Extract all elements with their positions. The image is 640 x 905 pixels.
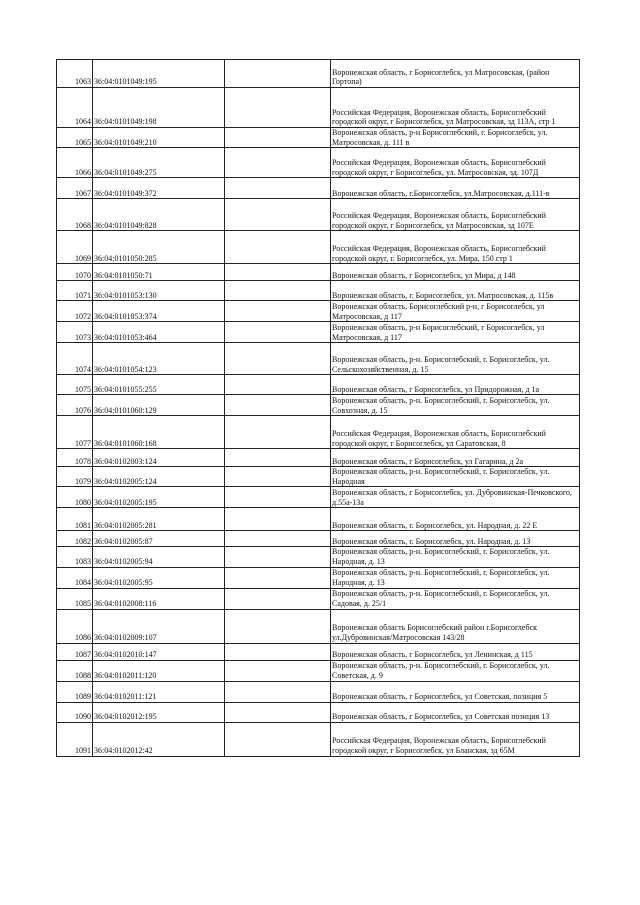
cadastral-number-cell: 36:04:0102011:120: [93, 660, 225, 681]
empty-cell: [225, 231, 331, 264]
cadastral-number-cell: 36:04:0102008:116: [93, 588, 225, 609]
row-number-cell: 1081: [57, 508, 93, 531]
row-number-cell: 1079: [57, 467, 93, 487]
empty-cell: [225, 487, 331, 508]
address-cell: Воронежская область, г Борисоглебск, ул Советская, позиция 5: [331, 681, 580, 702]
empty-cell: [225, 343, 331, 375]
row-number-cell: 1078: [57, 449, 93, 467]
address-cell: Воронежская область, р-н. Борисоглебский, г. Борисоглебск, ул. Садовая, д. 25/1: [331, 588, 580, 609]
address-cell: Российская Федерация, Воронежская область, Борисоглебский городской округ, г Борисоглебск, ул Матросовская, зд 107Е: [331, 199, 580, 231]
empty-cell: [225, 609, 331, 643]
cadastral-number-cell: 36:04:0101060:129: [93, 395, 225, 416]
cadastral-number-cell: 36:04:0102003:124: [93, 449, 225, 467]
table-row: [57, 375, 580, 395]
address-cell: Воронежская область, г Борисоглебск, ул. Дубровинская-Печковского, д.55а-13а: [331, 487, 580, 508]
empty-cell: [225, 264, 331, 281]
table-row: [57, 508, 580, 531]
empty-cell: [225, 301, 331, 322]
table-row: [57, 487, 580, 508]
address-cell: Воронежская область Борисоглебский район г.Борисоглебск ул.Дубровинская/Матросовская 143/28: [331, 609, 580, 643]
cadastral-number-cell: 36:04:0101049:195: [93, 60, 225, 88]
cadastral-number-cell: 36:04:0101049:275: [93, 148, 225, 178]
register-table-body: [57, 60, 580, 757]
empty-cell: [225, 531, 331, 547]
address-cell: Воронежская область, р-н. Борисоглебский, г. Борисоглебск, ул. Народная, д. 13: [331, 567, 580, 588]
cadastral-number-cell: 36:04:0102005:124: [93, 467, 225, 487]
table-row: [57, 395, 580, 416]
table-row: [57, 231, 580, 264]
row-number-cell: 1077: [57, 416, 93, 449]
table-row: [57, 88, 580, 128]
cadastral-number-cell: 36:04:0101049:210: [93, 128, 225, 148]
cadastral-number-cell: 36:04:0101053:464: [93, 322, 225, 343]
row-number-cell: 1069: [57, 231, 93, 264]
empty-cell: [225, 128, 331, 148]
address-cell: Воронежская область, Борисоглебский р-н, г Борисоглебск, ул Матросовская, д 117: [331, 301, 580, 322]
table-row: [57, 681, 580, 702]
table-row: [57, 567, 580, 588]
cadastral-number-cell: 36:04:0102009:107: [93, 609, 225, 643]
empty-cell: [225, 660, 331, 681]
row-number-cell: 1074: [57, 343, 93, 375]
table-row: [57, 547, 580, 567]
address-cell: Воронежская область, г Борисоглебск, ул Матросовская, (район Гортопа): [331, 60, 580, 88]
cadastral-number-cell: 36:04:0101053:374: [93, 301, 225, 322]
row-number-cell: 1076: [57, 395, 93, 416]
row-number-cell: 1090: [57, 702, 93, 722]
cadastral-number-cell: 36:04:0101055:255: [93, 375, 225, 395]
empty-cell: [225, 722, 331, 756]
table-row: [57, 343, 580, 375]
row-number-cell: 1085: [57, 588, 93, 609]
cadastral-number-cell: 36:04:0101053:130: [93, 281, 225, 301]
address-cell: Воронежская область, г Борисоглебск, ул Мира, д 148: [331, 264, 580, 281]
address-cell: Воронежская область, г. Борисоглебск, ул. Матросовская, д. 115в: [331, 281, 580, 301]
row-number-cell: 1088: [57, 660, 93, 681]
table-row: [57, 702, 580, 722]
table-row: [57, 588, 580, 609]
row-number-cell: 1086: [57, 609, 93, 643]
table-row: [57, 128, 580, 148]
address-cell: Российская Федерация, Воронежская область, Борисоглебский городской округ, г Борисоглебск, ул Матросовская, зд 113А, стр 1: [331, 88, 580, 128]
row-number-cell: 1087: [57, 643, 93, 660]
row-number-cell: 1071: [57, 281, 93, 301]
empty-cell: [225, 467, 331, 487]
address-cell: Воронежская область, р-н. Борисоглебский, г. Борисоглебск, ул. Сельскохозяйственная, д. 15: [331, 343, 580, 375]
land-register-table: [56, 59, 580, 757]
address-cell: Воронежская область, р-н Борисоглебский, г Борисоглебск, ул Матросовская, д 117: [331, 322, 580, 343]
table-row: [57, 199, 580, 231]
row-number-cell: 1067: [57, 178, 93, 199]
address-cell: Российская Федерация, Воронежская область, Борисоглебский городской округ, г Борисоглебск, ул Бланская, зд 65М: [331, 722, 580, 756]
cadastral-number-cell: 36:04:0102012:195: [93, 702, 225, 722]
address-cell: Российская Федерация, Воронежская область, Борисоглебский городской округ, г. Борисоглебск, ул. Мира, 150 стр 1: [331, 231, 580, 264]
empty-cell: [225, 449, 331, 467]
empty-cell: [225, 395, 331, 416]
empty-cell: [225, 702, 331, 722]
cadastral-number-cell: 36:04:0102005:95: [93, 567, 225, 588]
address-cell: Воронежская область, р-н. Борисоглебский, г. Борисоглебск, ул. Советская, д. 9: [331, 660, 580, 681]
row-number-cell: 1066: [57, 148, 93, 178]
address-cell: Воронежская область, р-н. Борисоглебский, г. Борисоглебск, ул. Народная: [331, 467, 580, 487]
empty-cell: [225, 375, 331, 395]
table-row: [57, 531, 580, 547]
address-cell: Воронежская область, г Борисоглебск, ул Гагарина, д 2а: [331, 449, 580, 467]
address-cell: Воронежская область, г Борисоглебск, ул Советская позиция 13: [331, 702, 580, 722]
table-row: [57, 416, 580, 449]
cadastral-number-cell: 36:04:0101049:372: [93, 178, 225, 199]
empty-cell: [225, 416, 331, 449]
row-number-cell: 1075: [57, 375, 93, 395]
table-row: [57, 722, 580, 756]
empty-cell: [225, 508, 331, 531]
table-row: [57, 148, 580, 178]
empty-cell: [225, 88, 331, 128]
table-row: [57, 301, 580, 322]
address-cell: Воронежская область, г Борисоглебск, ул Придорожная, д 1а: [331, 375, 580, 395]
row-number-cell: 1083: [57, 547, 93, 567]
row-number-cell: 1072: [57, 301, 93, 322]
address-cell: Воронежская область, р-н. Борисоглебский, г. Борисоглебск, ул. Народная, д. 13: [331, 547, 580, 567]
empty-cell: [225, 178, 331, 199]
table-row: [57, 660, 580, 681]
address-cell: Российская Федерация, Воронежская область, Борисоглебский городской округ, г Борисоглебск, ул. Матросовская, зд. 107Д: [331, 148, 580, 178]
table-row: [57, 322, 580, 343]
empty-cell: [225, 681, 331, 702]
table-row: [57, 178, 580, 199]
row-number-cell: 1084: [57, 567, 93, 588]
cadastral-number-cell: 36:04:0102005:87: [93, 531, 225, 547]
table-row: [57, 60, 580, 88]
address-cell: Воронежская область, г. Борисоглебск, ул. Народная, д. 13: [331, 531, 580, 547]
empty-cell: [225, 281, 331, 301]
row-number-cell: 1073: [57, 322, 93, 343]
empty-cell: [225, 148, 331, 178]
address-cell: Воронежская область, г. Борисоглебск, ул. Народная, д. 22 Е: [331, 508, 580, 531]
row-number-cell: 1063: [57, 60, 93, 88]
table-row: [57, 467, 580, 487]
row-number-cell: 1064: [57, 88, 93, 128]
table-row: [57, 264, 580, 281]
cadastral-number-cell: 36:04:0102005:195: [93, 487, 225, 508]
address-cell: Воронежская область, г.Борисоглебск, ул.Матросовская, д.111-в: [331, 178, 580, 199]
row-number-cell: 1068: [57, 199, 93, 231]
row-number-cell: 1089: [57, 681, 93, 702]
cadastral-number-cell: 36:04:0102010:147: [93, 643, 225, 660]
cadastral-number-cell: 36:04:0102011:121: [93, 681, 225, 702]
address-cell: Воронежская область, р-н Борисоглебский, г. Борисоглебск, ул. Матросовская, д. 111 в: [331, 128, 580, 148]
table-row: [57, 281, 580, 301]
row-number-cell: 1065: [57, 128, 93, 148]
cadastral-number-cell: 36:04:0101054:123: [93, 343, 225, 375]
cadastral-number-cell: 36:04:0102005:281: [93, 508, 225, 531]
address-cell: Российская Федерация, Воронежская область, Борисоглебский городской округ, г Борисоглебск, ул Саратовская, 8: [331, 416, 580, 449]
cadastral-number-cell: 36:04:0101049:828: [93, 199, 225, 231]
empty-cell: [225, 322, 331, 343]
empty-cell: [225, 60, 331, 88]
empty-cell: [225, 199, 331, 231]
cadastral-number-cell: 36:04:0102005:94: [93, 547, 225, 567]
table-row: [57, 643, 580, 660]
address-cell: Воронежская область, г Борисоглебск, ул Ленинская, д 115: [331, 643, 580, 660]
address-cell: Воронежская область, р-н. Борисоглебский, г. Борисоглебск, ул. Совхозная, д. 15: [331, 395, 580, 416]
cadastral-number-cell: 36:04:0102012:42: [93, 722, 225, 756]
cadastral-number-cell: 36:04:0101050:285: [93, 231, 225, 264]
cadastral-number-cell: 36:04:0101060:168: [93, 416, 225, 449]
empty-cell: [225, 547, 331, 567]
row-number-cell: 1091: [57, 722, 93, 756]
table-row: [57, 609, 580, 643]
cadastral-number-cell: 36:04:0101049:198: [93, 88, 225, 128]
row-number-cell: 1080: [57, 487, 93, 508]
empty-cell: [225, 643, 331, 660]
row-number-cell: 1070: [57, 264, 93, 281]
empty-cell: [225, 588, 331, 609]
row-number-cell: 1082: [57, 531, 93, 547]
table-row: [57, 449, 580, 467]
empty-cell: [225, 567, 331, 588]
cadastral-number-cell: 36:04:0101050:71: [93, 264, 225, 281]
